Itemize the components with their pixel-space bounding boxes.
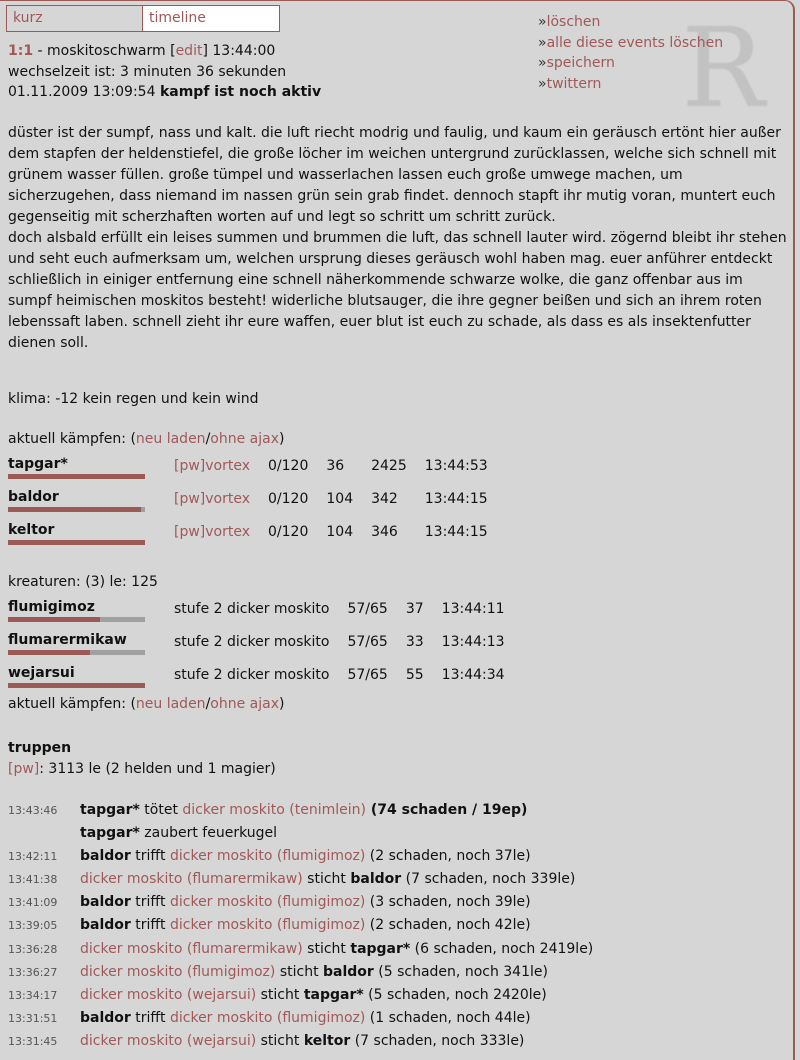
hero-name[interactable]: baldor [8,489,59,505]
creature-hp-bar [8,683,145,688]
log-text: (7 schaden, noch 339le) [401,871,576,888]
hero-mana: 0/120 [268,491,309,507]
hero-time: 13:44:15 [424,524,488,540]
log-creature-link[interactable]: dicker moskito (flumigimoz) [169,917,366,934]
log-creature-link[interactable]: dicker moskito (wejarsui) [80,1032,257,1049]
log-text: sticht [302,871,351,888]
creature-name-cell [8,664,158,697]
fight-label-prefix: aktuell kämpfen: ( [8,431,136,447]
log-timestamp: 13:34:17 [8,988,58,1002]
story-paragraph: düster ist der sumpf, nass und kalt. die luft riecht modrig und faulig, und kaum ein geräusch ertönt hier außer dem stapfen der heldenstiefel, die große löcher im weichen untergrund zurücklassen, welche sich schnell mit grünem wasser füllen. große tümpel und wasserlachen lassen euch große umwege machen, um sicherzugehen, dass niemand im nassen grün sein grab findet. dennoch stapft ihr mutig voran, muntert euch gegenseitig mit scherzhaften worten auf und legt so schritt um schritt zurück. [8,125,781,225]
creature-hp-fill [8,683,145,688]
log-actor[interactable]: baldor [350,871,402,888]
hero-stat-b: 2425 [371,458,407,474]
hero-hp-bar [8,507,145,512]
log-text: sticht [302,940,351,957]
log-text: (7 schaden, noch 333le) [350,1032,525,1049]
no-ajax-link[interactable]: ohne ajax [210,696,279,712]
log-entry [8,984,593,1007]
hero-name-cell [8,488,158,521]
watermark-logo: R [681,4,765,132]
log-text: trifft [130,1009,170,1026]
log-text: (1 schaden, noch 44le) [365,1009,531,1026]
hero-guild-tag-link[interactable]: [pw] [174,491,206,507]
log-text: sticht [256,986,304,1003]
log-timestamp: 13:36:28 [8,942,58,956]
hero-guild-cell [158,488,250,521]
log-text: tötet [139,802,183,818]
no-ajax-link[interactable]: ohne ajax [210,431,279,447]
creatures-table [8,598,505,697]
creature-time: 13:44:11 [441,601,505,617]
log-text: (6 schaden, noch 2419le) [410,940,594,957]
log-entry [8,1007,593,1030]
log-entry [8,891,593,914]
log-actor[interactable]: tapgar* [303,986,364,1003]
creature-hp-bar [8,617,145,622]
log-creature-link[interactable]: dicker moskito (flumigimoz) [80,963,276,980]
creature-time: 13:44:34 [441,667,505,683]
delete-all-events-link[interactable]: alle diese events löschen [546,34,724,51]
truppen-text: : 3113 le (2 helden und 1 magier) [39,761,276,777]
log-entry [8,868,593,891]
creature-time: 13:44:13 [441,634,505,650]
log-timestamp: 13:31:45 [8,1034,58,1048]
truppen-title: truppen [8,740,72,756]
hero-hp-bar [8,474,145,479]
hero-guild-link[interactable]: vortex [205,491,251,507]
log-actor[interactable]: (74 schaden / 19ep) [366,802,528,818]
reload-link[interactable]: neu laden [135,431,206,447]
hero-hp-fill [8,474,145,479]
klima: klima: -12 kein regen und kein wind [8,391,259,407]
hero-mana: 0/120 [268,458,309,474]
creature-row [8,598,505,631]
log-timestamp: 13:41:38 [8,873,58,887]
tweet-link[interactable]: twittern [546,75,602,92]
header-separator: - [33,43,48,59]
fight-label-slash: / [205,431,211,447]
log-timestamp: 13:36:27 [8,965,58,979]
creature-stat: 55 [405,667,424,683]
creature-hp-bar [8,650,145,655]
log-text: (5 schaden, noch 2420le) [363,986,547,1003]
log-actor[interactable]: baldor [80,848,131,865]
log-creature-link[interactable]: dicker moskito (flumarermikaw) [80,940,303,957]
log-entry [8,961,593,984]
story-paragraph: doch alsbald erfüllt ein leises summen und brummen die luft, das schnell lauter wird. zögernd bleibt ihr stehen und seht euch aufmerksam um, welchen ursprung dieses geräusch wohl haben mag. euer anführer entdeckt schließlich in einiger entfernung eine schnell näherkommende schwarze wolke, die ganz offenbar aus im sumpf heimischen moskitos besteht! widerliche blutsauger, die ihre gegner beißen und sich an ihrem roten lebenssaft laben. schnell zieht ihr eure waffen, euer blut ist euch zu schade, als dass es als insektenfutter dienen soll. [8,230,787,351]
hero-hp-fill [8,507,141,512]
log-timestamp: 13:39:05 [8,919,58,933]
hero-guild-link[interactable]: vortex [205,458,251,474]
wechselzeit: wechselzeit ist: 3 minuten 36 sekunden [8,63,287,80]
log-creature-link[interactable]: dicker moskito (flumarermikaw) [80,871,303,888]
tab-kurz[interactable]: kurz [6,5,143,32]
event-header [8,41,321,103]
story-text [8,123,788,354]
combat-log [8,799,593,1053]
log-creature-link[interactable]: dicker moskito (wejarsui) [80,986,257,1003]
hero-guild-tag-link[interactable]: [pw] [174,458,206,474]
hero-name-cell [8,455,158,488]
fight-label-suffix: ) [279,431,285,447]
score[interactable]: 1:1 [8,43,34,59]
hero-stat-b: 342 [371,491,398,507]
truppen [8,738,276,780]
hero-mana: 0/120 [268,524,309,540]
creature-row [8,631,505,664]
log-actor[interactable]: baldor [323,963,374,980]
creature-row [8,664,505,697]
fight-label-bottom [8,696,284,712]
log-text: (5 schaden, noch 341le) [373,963,548,980]
log-text: trifft [130,848,170,865]
hero-guild-tag-link[interactable]: [pw] [174,524,206,540]
hero-time: 13:44:15 [424,491,488,507]
creature-stat: 33 [405,634,424,650]
hero-guild-link[interactable]: vortex [205,524,251,540]
save-link[interactable]: speichern [546,55,615,71]
action-links [538,12,723,94]
log-text: sticht [275,963,324,980]
log-timestamp: 13:41:09 [8,896,58,910]
event-time: 13:44:00 [212,43,276,59]
event-status: kampf ist noch aktiv [159,84,322,100]
creature-hp: 57/65 [347,634,388,650]
hero-name[interactable]: tapgar* [8,456,68,472]
log-text: (3 schaden, noch 39le) [365,894,531,911]
edit-bracket-close: ] [202,43,208,59]
hero-hp-fill [8,540,145,545]
log-creature-link[interactable]: dicker moskito (flumigimoz) [169,848,366,865]
hero-guild-cell [158,521,250,554]
delete-link[interactable]: löschen [546,14,601,30]
tab-timeline[interactable]: timeline [143,5,280,32]
log-actor[interactable]: baldor [80,894,131,911]
log-text: (2 schaden, noch 37le) [365,848,531,865]
creature-hp: 57/65 [347,667,388,683]
creature-stat: 37 [405,601,424,617]
creature-name-cell [8,631,158,664]
log-actor[interactable]: tapgar* [80,802,140,818]
creature-hp: 57/65 [347,601,388,617]
log-timestamp: 13:42:11 [8,850,58,864]
edit-bracket-open: [ [170,43,176,59]
fight-label-prefix: aktuell kämpfen: ( [8,696,136,712]
edit-link[interactable]: edit [175,43,203,59]
log-creature-link[interactable]: dicker moskito (flumigimoz) [169,1009,366,1026]
log-entry [8,845,593,868]
hero-row [8,455,488,488]
hero-stat-a: 104 [326,491,354,507]
log-text: zaubert feuerkugel [139,825,278,842]
fight-label [8,431,284,447]
fight-label-slash: / [205,696,211,712]
log-text: trifft [130,894,170,911]
event-name: moskitoschwarm [47,43,166,59]
creature-name[interactable]: flumigimoz [8,599,95,615]
log-entry [8,799,593,822]
log-entry [8,822,593,845]
event-date: 01.11.2009 13:09:54 [8,84,156,100]
log-actor[interactable]: baldor [80,1009,131,1026]
creature-name[interactable]: wejarsui [8,665,75,681]
log-text: trifft [130,917,170,934]
creature-name-cell [8,598,158,631]
creature-desc: stufe 2 dicker moskito [174,601,330,617]
log-entry [8,938,593,961]
creature-hp-fill [8,617,100,622]
truppen-guild-link[interactable]: [pw] [8,761,40,777]
log-actor[interactable]: keltor [303,1032,351,1049]
log-actor[interactable]: tapgar* [80,825,140,842]
log-creature-link[interactable]: dicker moskito (tenimlein) [182,802,366,818]
log-text: sticht [256,1032,304,1049]
hero-row [8,488,488,521]
hero-name[interactable]: keltor [8,522,55,538]
heroes-table [8,455,488,554]
hero-name-cell [8,521,158,554]
log-timestamp: 13:43:46 [8,804,58,817]
hero-stat-a: 104 [326,524,354,540]
hero-stat-a: 36 [326,458,345,474]
hero-hp-bar [8,540,145,545]
hero-row [8,521,488,554]
hero-stat-b: 346 [371,524,398,540]
creature-hp-fill [8,650,90,655]
log-entry [8,914,593,937]
hero-guild-cell [158,455,250,488]
log-timestamp: 13:31:51 [8,1011,58,1025]
log-actor[interactable]: baldor [80,917,131,934]
reload-link[interactable]: neu laden [135,696,206,712]
creature-desc: stufe 2 dicker moskito [174,634,330,650]
log-text: (2 schaden, noch 42le) [365,917,531,934]
log-creature-link[interactable]: dicker moskito (flumigimoz) [169,894,366,911]
view-tabs [6,5,280,32]
log-actor[interactable]: tapgar* [350,940,411,957]
creatures-label: kreaturen: (3) le: 125 [8,574,158,590]
creature-name[interactable]: flumarermikaw [8,632,127,648]
hero-time: 13:44:53 [424,458,488,474]
creature-desc: stufe 2 dicker moskito [174,667,330,683]
fight-label-suffix: ) [279,696,285,712]
